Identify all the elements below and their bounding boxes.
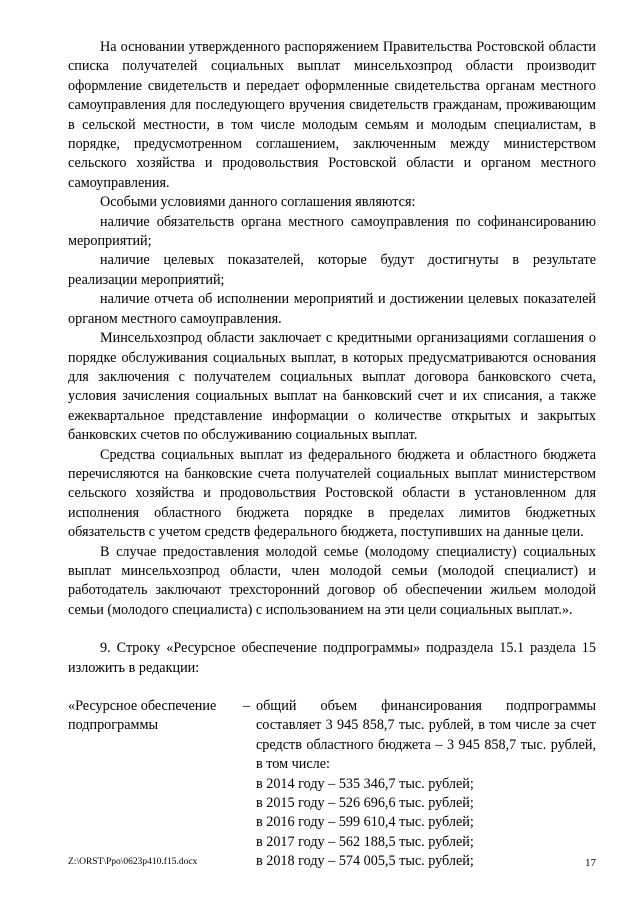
spacer bbox=[68, 620, 596, 639]
paragraph-7: Средства социальных выплат из федерального бюджета и областного бюджета перечисляются на банковские счета получателей социальных выплат министерством сельского хозяйства и продовольствия Ростовской области в установленном для исполнения областного бюджета порядке в пределах лимитов бюджетных обязательств с учетом средств федерального бюджета, поступивших на данные цели. bbox=[68, 446, 596, 541]
page-number: 17 bbox=[585, 857, 596, 869]
year-line-2014: в 2014 году – 535 346,7 тыс. рублей; bbox=[256, 775, 474, 792]
paragraph-3: наличие обязательств органа местного самоуправления по софинансированию мероприятий; bbox=[68, 213, 596, 250]
resource-body bbox=[256, 697, 596, 872]
year-line-2016: в 2016 году – 599 610,4 тыс. рублей; bbox=[256, 814, 474, 831]
file-path: Z:\ORST\Ppo\0623p410.f15.docx bbox=[68, 857, 198, 867]
paragraph-4: наличие целевых показателей, которые будут достигнуты в результате реализации мероприятий; bbox=[68, 252, 596, 288]
paragraph-5: наличие отчета об исполнении мероприятий и достижении целевых показателей органом местного самоуправления. bbox=[68, 291, 596, 327]
page-footer bbox=[68, 857, 596, 869]
resource-label-dash: – bbox=[242, 698, 250, 714]
paragraph-6: Минсельхозпрод области заключает с кредитными организациями соглашения о порядке обслуживания социальных выплат, в которых предусматриваются основания для заключения с получателем социальных выплат договора банковского счета, условия зачисления социальных выплат на банковский счет и их списания, а также ежеквартальное представление информации о количестве открытых и закрытых банковских счетов по обслуживанию социальных выплат. bbox=[68, 330, 596, 444]
resource-row bbox=[68, 697, 596, 872]
document-page bbox=[68, 38, 596, 872]
paragraph-1: На основании утвержденного распоряжением Правительства Ростовской области списка получателей социальных выплат минсельхозпрод области производит оформление свидетельств и передает оформленные свидетельства органам местного самоуправления для последующего вручения свидетельств гражданам, проживающим в сельской местности, в том числе молодым семьям и молодым специалистам, в порядке, предусмотренном соглашением, заключенным между министерством сельского хозяйства и продовольствия Ростовской области и органом местного самоуправления. bbox=[68, 39, 596, 191]
resource-total-text: общий объем финансирования подпрограммы составляет 3 945 858,7 тыс. рублей, в том числе за счет средств областного бюджета – 3 945 858,7 тыс. рублей, в том числе: bbox=[256, 698, 596, 773]
spacer bbox=[68, 678, 596, 697]
item-9-instruction: 9. Строку «Ресурсное обеспечение подпрограммы» подраздела 15.1 раздела 15 изложить в редакции: bbox=[68, 640, 596, 676]
resource-label bbox=[68, 697, 256, 872]
paragraph-2: Особыми условиями данного соглашения являются: bbox=[100, 194, 416, 211]
resource-label-line2: подпрограммы bbox=[68, 717, 158, 734]
resource-label-line1: «Ресурсное обеспечение bbox=[68, 698, 217, 714]
year-line-2015: в 2015 году – 526 696,6 тыс. рублей; bbox=[256, 795, 474, 812]
year-line-2017: в 2017 году – 562 188,5 тыс. рублей; bbox=[256, 833, 474, 850]
year-line-2018: в 2018 году – 574 005,5 тыс. рублей; bbox=[256, 853, 474, 870]
paragraph-8: В случае предоставления молодой семье (молодому специалисту) социальных выплат минсельхозпрод области, член молодой семьи (молодой специалист) и работодатель заключают трехсторонний договор об обеспечении жильем молодой семьи (молодого специалиста) с использованием на эти цели социальных выплат.». bbox=[68, 543, 596, 618]
